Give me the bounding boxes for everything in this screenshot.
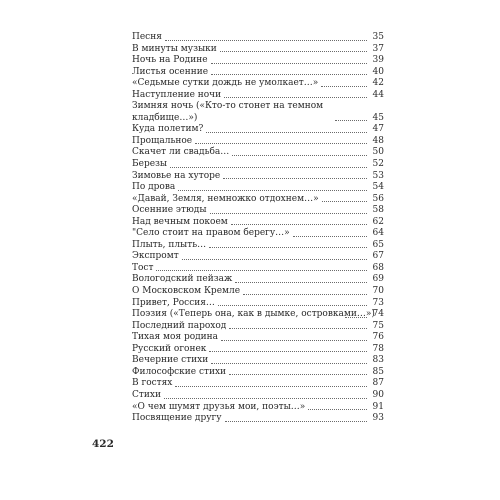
dot-leader [211, 74, 367, 75]
toc-entry-title: Куда полетим? [132, 124, 204, 135]
toc-entry-title: Вечерние стихи [132, 355, 209, 366]
toc-entry-title: В минуты музыки [132, 43, 217, 54]
dot-leader [322, 201, 367, 202]
toc-entry-page: 73 [372, 297, 384, 308]
toc-entry-title: Привет, Россия… [132, 297, 215, 308]
toc-entry-page: 70 [372, 286, 384, 297]
toc-entry-page: 69 [372, 274, 384, 285]
dot-leader [345, 317, 367, 318]
toc-entry-page: 42 [372, 78, 384, 89]
toc-entry [132, 378, 384, 390]
toc-entry-page: 64 [372, 228, 384, 239]
toc-entry [132, 171, 384, 183]
toc-entry [132, 286, 384, 298]
toc-entry [132, 240, 384, 252]
toc-entry-title: "Село стоит на правом берегу…» [132, 228, 290, 239]
toc-entry-page: 83 [372, 355, 384, 366]
toc-entry-title: Над вечным покоем [132, 216, 228, 227]
dot-leader [243, 294, 367, 295]
toc-entry-page: 93 [372, 413, 384, 424]
toc-entry [132, 67, 384, 79]
toc-entry-title: Прощальное [132, 135, 193, 146]
toc-entry [132, 90, 384, 102]
toc-entry-title: Вологодский пейзаж [132, 274, 233, 285]
toc-entry-title: Зимовье на хуторе [132, 170, 221, 181]
toc-entry-page: 78 [372, 343, 384, 354]
toc-entry [132, 274, 384, 286]
dot-leader [170, 167, 367, 168]
toc-entry-title: Скачет ли свадьба… [132, 147, 230, 158]
dot-leader [195, 143, 367, 144]
dot-leader [164, 398, 367, 399]
toc-entry-title: Посвящение другу [132, 413, 222, 424]
toc-entry [132, 263, 384, 275]
dot-leader [231, 224, 367, 225]
toc-entry-title: Березы [132, 159, 168, 170]
toc-entry [132, 205, 384, 217]
toc-entry [132, 217, 384, 229]
toc-entry [132, 136, 384, 148]
toc-entry-page: 58 [372, 205, 384, 216]
toc-entry-page: 47 [372, 124, 384, 135]
toc-entry [132, 344, 384, 356]
toc-entry-title: По дрова [132, 182, 176, 193]
toc-entry-title: Русский огонек [132, 343, 207, 354]
toc-entry [132, 78, 384, 90]
toc-entry-page: 90 [372, 389, 384, 400]
dot-leader [221, 340, 367, 341]
toc-entry [132, 228, 384, 240]
dot-leader [182, 259, 367, 260]
page-number: 422 [92, 438, 114, 450]
toc-entry [132, 321, 384, 333]
toc-entry [132, 367, 384, 379]
toc-entry [132, 101, 384, 124]
dot-leader [218, 305, 367, 306]
dot-leader [156, 270, 367, 271]
toc-entry-title: Наступление ночи [132, 89, 222, 100]
toc-entry [132, 44, 384, 56]
dot-leader [206, 132, 367, 133]
toc-entry-title: Песня [132, 32, 162, 42]
toc-entry-page: 54 [372, 182, 384, 193]
toc-entry-title: «Давай, Земля, немножко отдохнем…» [132, 193, 319, 204]
toc-entry-page: 65 [372, 239, 384, 250]
dot-leader [209, 247, 367, 248]
toc-entry-title: Экспромт [132, 251, 179, 262]
toc-entry [132, 251, 384, 263]
toc-entry [132, 124, 384, 136]
dot-leader [225, 421, 367, 422]
toc-entry [132, 413, 384, 425]
toc-entry-title: «Седьмые сутки дождь не умолкает…» [132, 78, 319, 89]
dot-leader [211, 363, 367, 364]
toc-entry-page: 56 [372, 193, 384, 204]
toc-entry-page: 44 [372, 89, 384, 100]
toc-entry-page: 35 [372, 32, 384, 42]
toc-entry-page: 52 [372, 159, 384, 170]
toc-entry [132, 390, 384, 402]
toc-entry-page: 87 [372, 378, 384, 389]
dot-leader [229, 374, 367, 375]
dot-leader [175, 386, 367, 387]
toc-entry-title: Осенние этюды [132, 205, 207, 216]
toc-entry-page: 67 [372, 251, 384, 262]
dot-leader [178, 190, 367, 191]
dot-leader [308, 409, 367, 410]
toc-entry-page: 68 [372, 262, 384, 273]
dot-leader [165, 40, 367, 41]
dot-leader [232, 155, 367, 156]
dot-leader [210, 213, 368, 214]
dot-leader [209, 351, 367, 352]
dot-leader [223, 178, 367, 179]
toc-entry-page: 62 [372, 216, 384, 227]
toc-entry [132, 332, 384, 344]
toc-entry-page: 39 [372, 55, 384, 66]
toc-entry-title: Стихи [132, 389, 161, 400]
dot-leader [224, 97, 367, 98]
toc-entry-title: Плыть, плыть… [132, 239, 207, 250]
toc-entry [132, 298, 384, 310]
dot-leader [335, 120, 367, 121]
toc-entry [132, 194, 384, 206]
dot-leader [321, 86, 367, 87]
toc-entry-page: 37 [372, 43, 384, 54]
toc-entry-title: Зимняя ночь («Кто-то стонет на темном кладбище…») [132, 101, 324, 123]
toc-entry-page: 48 [372, 135, 384, 146]
toc-entry-page: 75 [372, 320, 384, 331]
dot-leader [235, 282, 367, 283]
toc-entry-title: Листья осенние [132, 66, 209, 77]
toc-entry-title: Поэзия («Теперь она, как в дымке, островками…») [132, 309, 375, 320]
toc-entry-page: 45 [372, 112, 384, 123]
toc-entry-page: 74 [372, 309, 384, 320]
toc-entry-title: Тихая моя родина [132, 332, 219, 343]
toc-entry-title: О Московском Кремле [132, 286, 241, 297]
toc-entry-page: 53 [372, 170, 384, 181]
toc-entry-title: Последний пароход [132, 320, 227, 331]
toc-entry [132, 159, 384, 171]
table-of-contents [132, 32, 384, 425]
toc-entry-title: Тост [132, 262, 154, 273]
dot-leader [211, 63, 367, 64]
toc-entry-title: В гостях [132, 378, 173, 389]
toc-entry-page: 40 [372, 66, 384, 77]
toc-entry [132, 182, 384, 194]
toc-entry-page: 91 [372, 401, 384, 412]
toc-entry-title: Ночь на Родине [132, 55, 208, 66]
toc-entry [132, 355, 384, 367]
toc-entry [132, 55, 384, 67]
dot-leader [229, 328, 367, 329]
toc-entry-title: «О чем шумят друзья мои, поэты…» [132, 401, 306, 412]
toc-entry-title: Философские стихи [132, 366, 227, 377]
toc-entry-page: 50 [372, 147, 384, 158]
toc-entry [132, 309, 384, 321]
toc-entry-page: 85 [372, 366, 384, 377]
toc-entry-page: 76 [372, 332, 384, 343]
dot-leader [220, 51, 367, 52]
toc-entry [132, 147, 384, 159]
toc-entry [132, 402, 384, 414]
toc-entry [132, 32, 384, 44]
dot-leader [293, 236, 367, 237]
